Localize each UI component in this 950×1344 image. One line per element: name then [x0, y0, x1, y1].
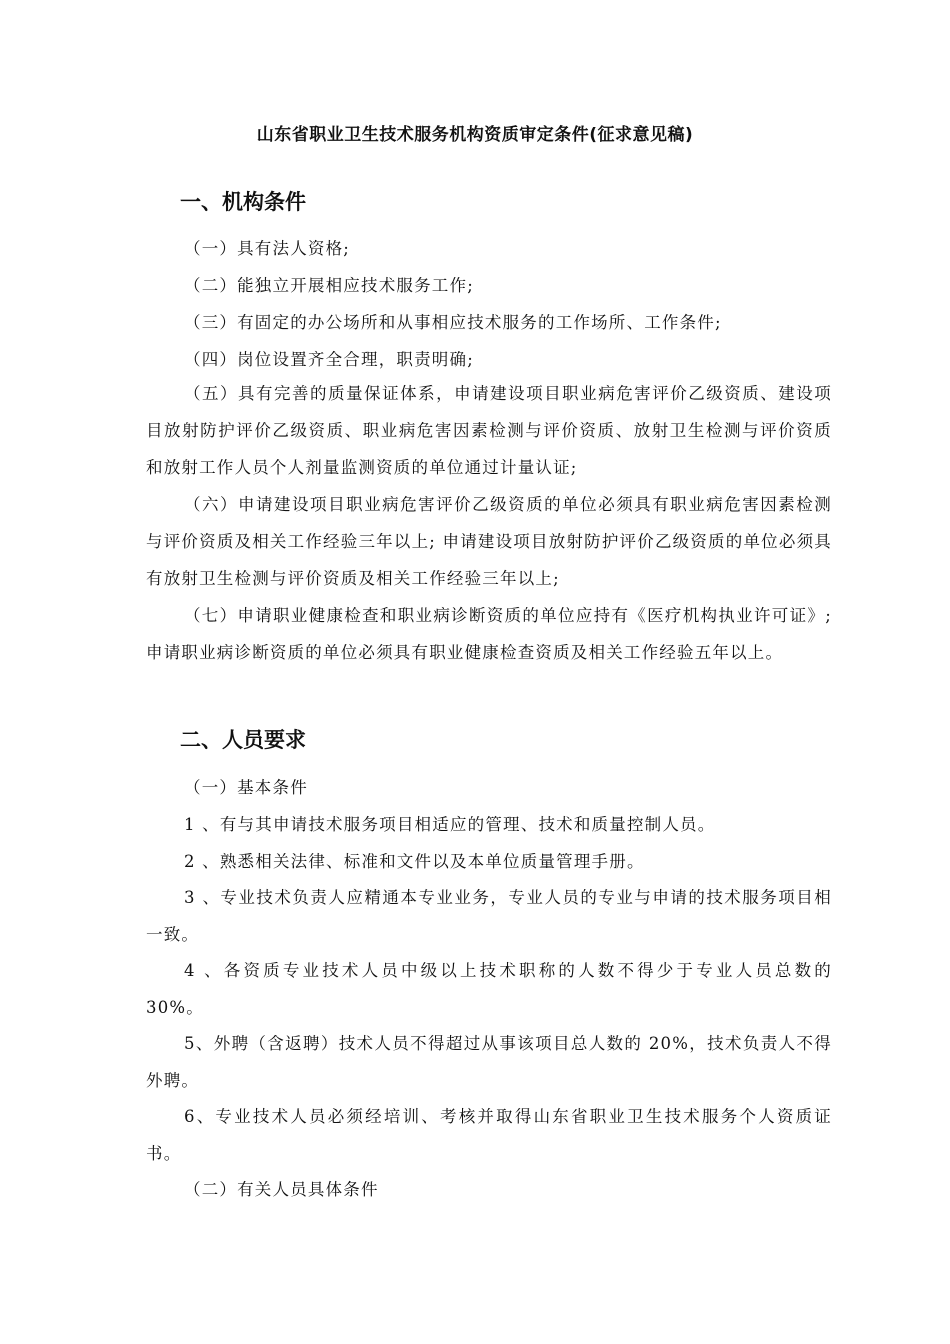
paragraph: （二）有关人员具体条件: [184, 1180, 379, 1199]
paragraph: （六）申请建设项目职业病危害评价乙级资质的单位必须具有职业病危害因素检测与评价资质及相关工作经验三年以上; 申请建设项目放射防护评价乙级资质的单位必须具有放射卫生检测与评价资质及相关工作经验三年以上;: [146, 495, 832, 588]
paragraph: （二）能独立开展相应技术服务工作;: [184, 276, 474, 295]
paragraph: 4 、各资质专业技术人员中级以上技术职称的人数不得少于专业人员总数的 30%。: [146, 961, 832, 1017]
paragraph: 1 、有与其申请技术服务项目相适应的管理、技术和质量控制人员。: [184, 815, 716, 834]
paragraph: （七）申请职业健康检查和职业病诊断资质的单位应持有《医疗机构执业许可证》; 申请职业病诊断资质的单位必须具有职业健康检查资质及相关工作经验五年以上。: [146, 606, 832, 662]
paragraph: 5、外聘（含返聘）技术人员不得超过从事该项目总人数的 20%，技术负责人不得外聘。: [146, 1034, 832, 1090]
paragraph: （四）岗位设置齐全合理，职责明确;: [184, 350, 474, 369]
paragraph: （五）具有完善的质量保证体系，申请建设项目职业病危害评价乙级资质、建设项目放射防护评价乙级资质、职业病危害因素检测与评价资质、放射卫生检测与评价资质和放射工作人员个人剂量监测资质的单位通过计量认证;: [146, 384, 832, 477]
paragraph: 3 、专业技术负责人应精通本专业业务，专业人员的专业与申请的技术服务项目相一致。: [146, 888, 832, 944]
paragraph: （一）基本条件: [184, 778, 308, 797]
paragraph: 2 、熟悉相关法律、标准和文件以及本单位质量管理手册。: [184, 852, 645, 871]
section-heading-institution: 一、机构条件: [180, 190, 306, 214]
paragraph: （三）有固定的办公场所和从事相应技术服务的工作场所、工作条件;: [184, 313, 722, 332]
section-heading-personnel: 二、人员要求: [180, 728, 306, 752]
paragraph: 6、专业技术人员必须经培训、考核并取得山东省职业卫生技术服务个人资质证书。: [146, 1107, 832, 1163]
paragraph: （一）具有法人资格;: [184, 239, 351, 258]
document-title: 山东省职业卫生技术服务机构资质审定条件(征求意见稿): [256, 125, 694, 145]
